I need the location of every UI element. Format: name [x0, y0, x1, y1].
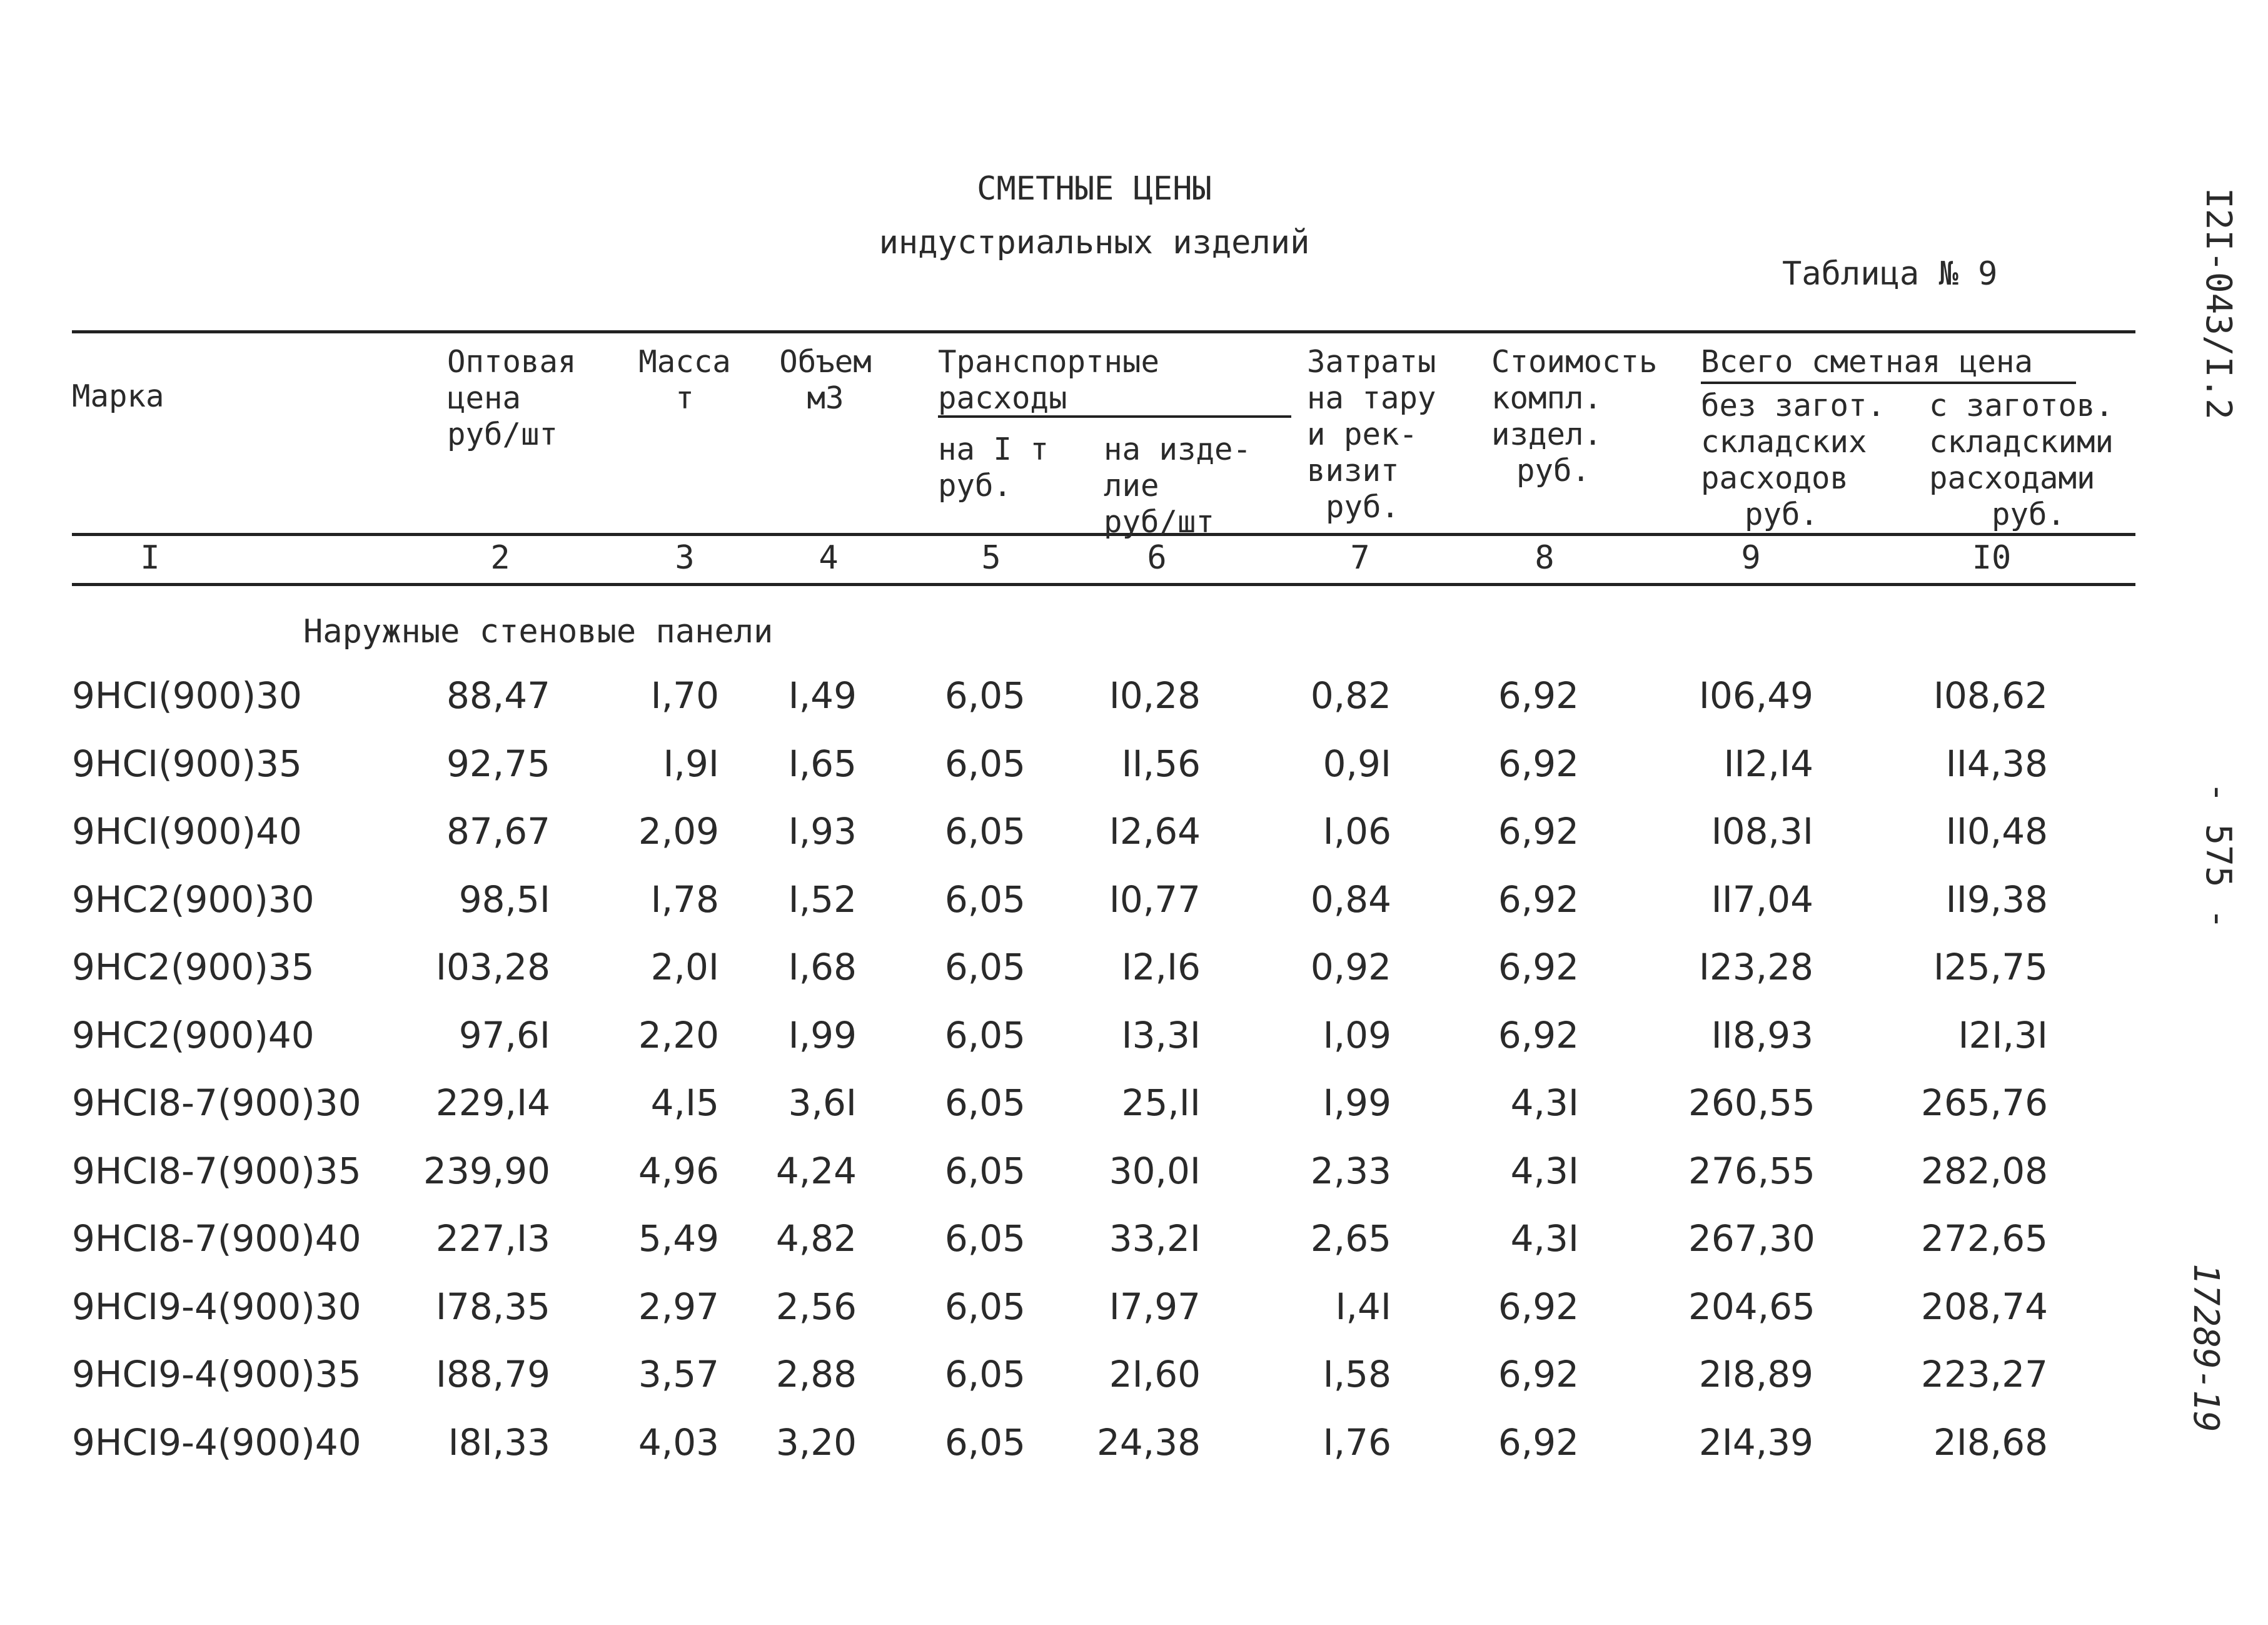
row-value: 204,65 — [1688, 1285, 1815, 1328]
row-value: I,78 — [650, 878, 719, 921]
row-value: 2I,60 — [1109, 1353, 1201, 1395]
page-number: - 575 - — [2198, 782, 2239, 930]
row-mark: 9НСI9-4(900)40 — [72, 1421, 361, 1464]
row-value: I,70 — [650, 674, 719, 717]
row-value: 4,3I — [1510, 1217, 1579, 1260]
header-total-without-storage: без загот. складских расходов руб. — [1701, 388, 1886, 532]
row-value: I7,97 — [1109, 1285, 1201, 1328]
row-value: 6,92 — [1498, 674, 1579, 717]
row-mark: 9НСI8-7(900)40 — [72, 1217, 361, 1260]
header-transport-per-ton: на I т руб. — [938, 432, 1049, 504]
row-value: 2,09 — [638, 810, 719, 853]
row-value: 2I8,68 — [1933, 1421, 2048, 1464]
row-mark: 9НСI(900)40 — [72, 810, 302, 853]
row-value: 2,97 — [638, 1285, 719, 1328]
row-value: II,56 — [1121, 742, 1201, 785]
column-numbers-rule — [72, 583, 2135, 586]
row-mark: 9НСI8-7(900)35 — [72, 1150, 361, 1192]
row-value: 6,05 — [944, 1285, 1026, 1328]
row-value: 208,74 — [1921, 1285, 2048, 1328]
row-value: 2I4,39 — [1698, 1421, 1813, 1464]
row-value: 6,05 — [944, 742, 1026, 785]
document-subtitle: индустриальных изделий — [879, 224, 1310, 261]
row-value: 2,56 — [775, 1285, 857, 1328]
row-value: II0,48 — [1945, 810, 2048, 853]
row-value: 2,65 — [1310, 1217, 1391, 1260]
column-number: 2 — [490, 539, 510, 577]
row-value: 33,2I — [1109, 1217, 1201, 1260]
document-title: СМЕТНЫЕ ЦЕНЫ — [977, 170, 1212, 208]
row-value: I,9I — [663, 742, 719, 785]
column-number: 7 — [1350, 539, 1370, 577]
row-value: 25,II — [1121, 1081, 1201, 1124]
row-value: 6,05 — [944, 1014, 1026, 1056]
section-title: Наружные стеновые панели — [303, 613, 774, 651]
column-number: 6 — [1147, 539, 1167, 577]
header-volume: Объем м3 — [779, 344, 872, 416]
row-value: I,52 — [788, 878, 857, 921]
row-mark: 9НСI9-4(900)30 — [72, 1285, 361, 1328]
row-value: 4,96 — [638, 1150, 719, 1192]
row-value: 88,47 — [446, 674, 550, 717]
row-value: 239,90 — [423, 1150, 550, 1192]
row-value: II2,I4 — [1723, 742, 1813, 785]
row-value: 6,05 — [944, 946, 1026, 988]
row-value: I06,49 — [1698, 674, 1813, 717]
row-value: 6,05 — [944, 1353, 1026, 1395]
row-value: 0,9I — [1323, 742, 1391, 785]
row-mark: 9НСI(900)35 — [72, 742, 302, 785]
row-value: 0,84 — [1310, 878, 1391, 921]
row-value: 0,92 — [1310, 946, 1391, 988]
row-value: 6,05 — [944, 1421, 1026, 1464]
row-value: 6,05 — [944, 1150, 1026, 1192]
column-number: I — [140, 539, 160, 577]
row-value: 2,33 — [1310, 1150, 1391, 1192]
row-value: 6,92 — [1498, 946, 1579, 988]
row-value: I,99 — [788, 1014, 857, 1056]
row-value: 4,82 — [775, 1217, 857, 1260]
header-transport-group: Транспортные расходы — [938, 344, 1160, 416]
row-value: I25,75 — [1933, 946, 2048, 988]
row-value: I,68 — [788, 946, 857, 988]
row-value: I03,28 — [435, 946, 550, 988]
row-value: 260,55 — [1688, 1081, 1815, 1124]
row-value: 272,65 — [1921, 1217, 2048, 1260]
header-transport-per-item: на изде- лие руб/шт — [1104, 432, 1252, 540]
header-marka: Марка — [72, 378, 164, 414]
row-value: 267,30 — [1688, 1217, 1815, 1260]
row-value: 3,6I — [788, 1081, 857, 1124]
row-value: 6,05 — [944, 878, 1026, 921]
row-value: 98,5I — [458, 878, 550, 921]
row-value: II7,04 — [1711, 878, 1813, 921]
row-value: 4,3I — [1510, 1150, 1579, 1192]
table-number: Таблица № 9 — [1782, 255, 1998, 293]
header-wholesale-price: Оптовая цена руб/шт — [447, 344, 577, 452]
row-value: I,58 — [1323, 1353, 1391, 1395]
column-number: 8 — [1535, 539, 1555, 577]
row-value: I0,28 — [1109, 674, 1201, 717]
header-mass: Масса т — [638, 344, 731, 416]
row-value: 97,6I — [458, 1014, 550, 1056]
doc-code: 17289-19 — [2185, 1263, 2226, 1432]
row-value: 6,92 — [1498, 1285, 1579, 1328]
row-mark: 9НСI8-7(900)30 — [72, 1081, 361, 1124]
row-value: I08,62 — [1933, 674, 2048, 717]
column-number: 5 — [981, 539, 1001, 577]
row-value: 24,38 — [1096, 1421, 1201, 1464]
row-value: 4,03 — [638, 1421, 719, 1464]
column-number: I0 — [1972, 539, 2012, 577]
header-component-cost: Стоимость компл. издел. руб. — [1491, 344, 1658, 489]
row-value: 4,24 — [775, 1150, 857, 1192]
row-value: II4,38 — [1945, 742, 2048, 785]
row-mark: 9НСI9-4(900)35 — [72, 1353, 361, 1395]
row-mark: 9НС2(900)35 — [72, 946, 315, 988]
row-value: I8I,33 — [448, 1421, 550, 1464]
row-value: I2,64 — [1109, 810, 1201, 853]
row-mark: 9НС2(900)40 — [72, 1014, 315, 1056]
row-value: 265,76 — [1921, 1081, 2048, 1124]
row-value: 276,55 — [1688, 1150, 1815, 1192]
row-value: I08,3I — [1711, 810, 1813, 853]
header-total-group: Всего сметная цена — [1701, 344, 2034, 380]
row-value: I,49 — [788, 674, 857, 717]
row-value: 2I8,89 — [1698, 1353, 1813, 1395]
row-value: 3,20 — [775, 1421, 857, 1464]
column-number: 9 — [1741, 539, 1761, 577]
total-group-rule — [1701, 382, 2076, 384]
row-value: 223,27 — [1921, 1353, 2048, 1395]
row-value: 30,0I — [1109, 1150, 1201, 1192]
row-value: I,09 — [1323, 1014, 1391, 1056]
row-value: II8,93 — [1711, 1014, 1813, 1056]
row-value: I78,35 — [435, 1285, 550, 1328]
column-number: 3 — [675, 539, 695, 577]
row-value: 6,92 — [1498, 810, 1579, 853]
row-mark: 9НСI(900)30 — [72, 674, 302, 717]
row-value: 6,92 — [1498, 742, 1579, 785]
header-total-with-storage: с заготов. складскими расходами руб. — [1929, 388, 2114, 532]
row-value: I,65 — [788, 742, 857, 785]
row-value: 6,05 — [944, 1081, 1026, 1124]
row-value: 6,05 — [944, 674, 1026, 717]
row-value: I,76 — [1323, 1421, 1391, 1464]
row-value: I,06 — [1323, 810, 1391, 853]
row-value: I0,77 — [1109, 878, 1201, 921]
row-value: 229,I4 — [435, 1081, 550, 1124]
row-value: I88,79 — [435, 1353, 550, 1395]
row-value: I2I,3I — [1958, 1014, 2048, 1056]
row-value: I,4I — [1335, 1285, 1391, 1328]
row-value: 2,0I — [650, 946, 719, 988]
column-number: 4 — [819, 539, 839, 577]
row-value: 5,49 — [638, 1217, 719, 1260]
row-value: I,93 — [788, 810, 857, 853]
row-value: 6,92 — [1498, 1014, 1579, 1056]
row-value: 92,75 — [446, 742, 550, 785]
row-value: 2,88 — [775, 1353, 857, 1395]
row-value: 6,05 — [944, 1217, 1026, 1260]
row-value: 6,92 — [1498, 1421, 1579, 1464]
row-value: II9,38 — [1945, 878, 2048, 921]
row-value: 87,67 — [446, 810, 550, 853]
row-value: I3,3I — [1121, 1014, 1201, 1056]
row-value: 3,57 — [638, 1353, 719, 1395]
row-value: 6,05 — [944, 810, 1026, 853]
row-value: 227,I3 — [435, 1217, 550, 1260]
header-packaging-cost: Затраты на тару и рек- визит руб. — [1307, 344, 1436, 525]
row-value: 2,20 — [638, 1014, 719, 1056]
row-value: I,99 — [1323, 1081, 1391, 1124]
row-value: 4,I5 — [650, 1081, 719, 1124]
row-value: 0,82 — [1310, 674, 1391, 717]
row-value: 6,92 — [1498, 1353, 1579, 1395]
side-code: I2I-043/I.2 — [2198, 188, 2239, 420]
table-top-rule — [72, 330, 2135, 333]
row-value: 282,08 — [1921, 1150, 2048, 1192]
row-value: 6,92 — [1498, 878, 1579, 921]
row-mark: 9НС2(900)30 — [72, 878, 315, 921]
row-value: I23,28 — [1698, 946, 1813, 988]
row-value: I2,I6 — [1121, 946, 1201, 988]
row-value: 4,3I — [1510, 1081, 1579, 1124]
